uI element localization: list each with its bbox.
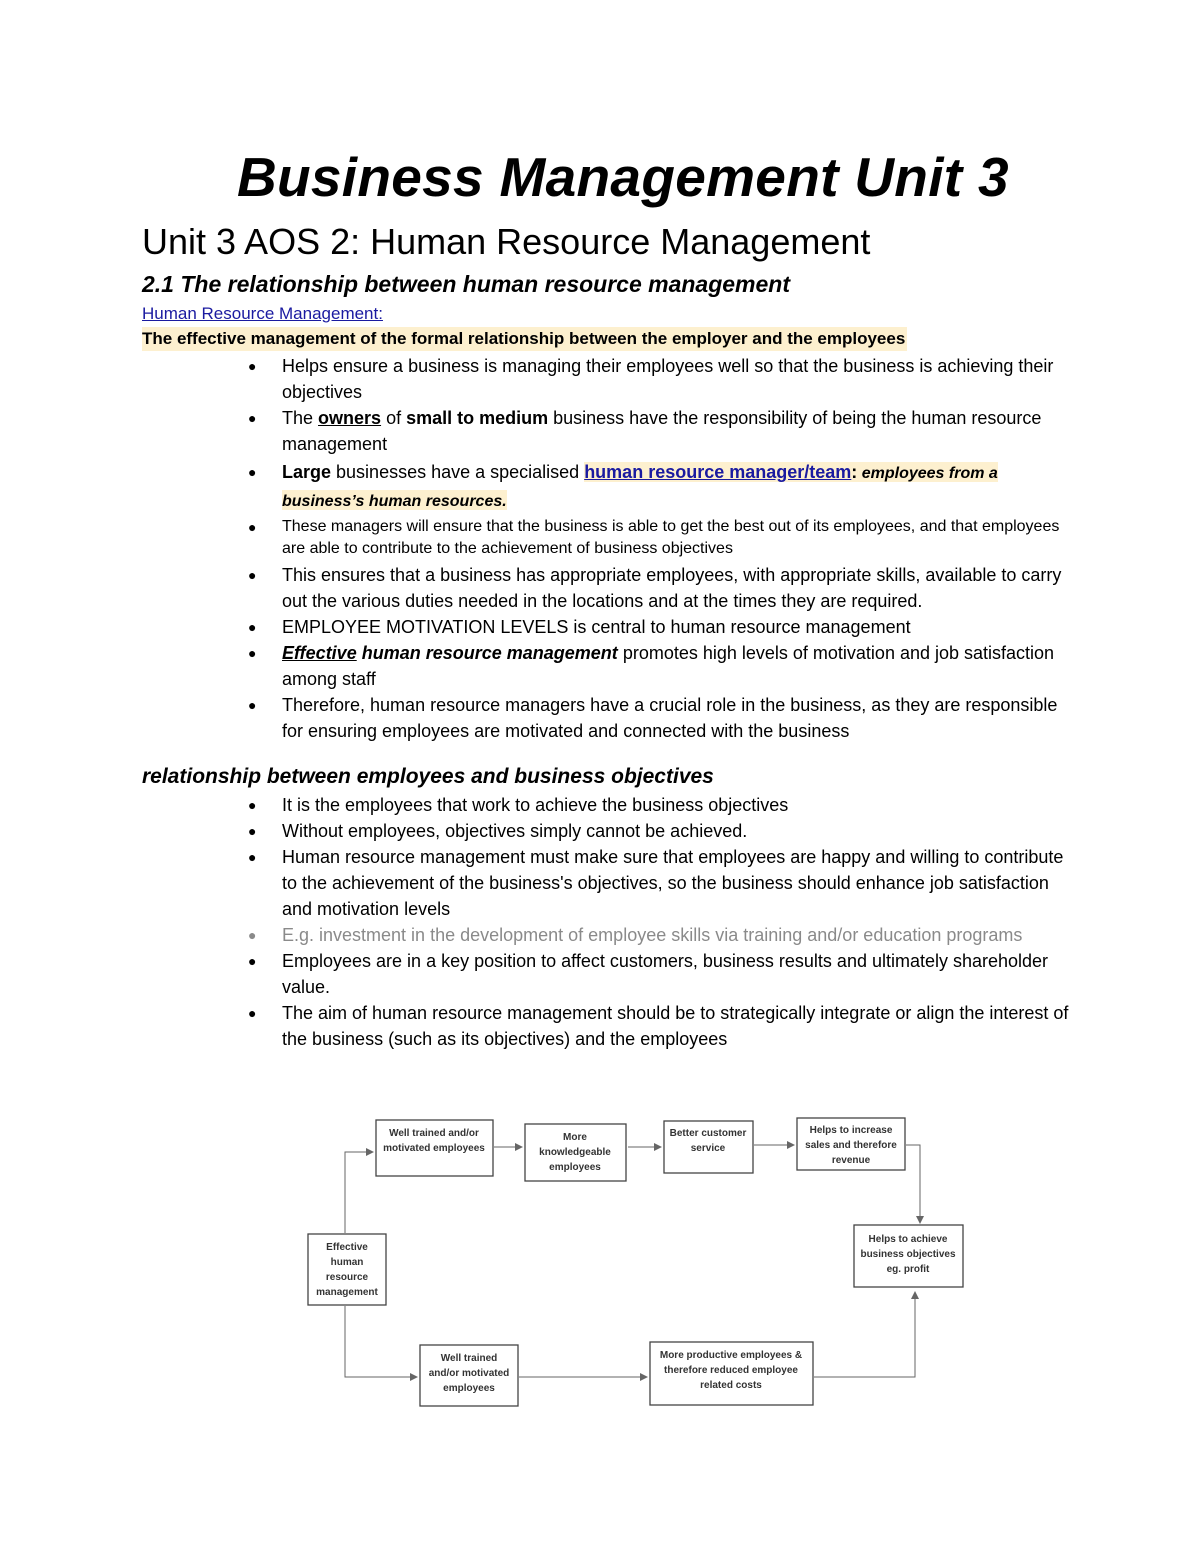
- svg-text:therefore reduced employee: therefore reduced employee: [664, 1365, 798, 1376]
- more-productive-label: More productive employees &: [659, 1350, 803, 1361]
- list-item: ● Helps ensure a business is managing their employees well so that the business is achieving their objectives: [282, 353, 1072, 405]
- list-item: ● Effective human resource management promotes high levels of motivation and job satisfaction among staff: [282, 640, 1072, 692]
- svg-text:and/or motivated: and/or motivated: [428, 1368, 510, 1379]
- list-item: ● Therefore, human resource managers have a crucial role in the business, as they are responsible for ensuring employees are motivated and connected with the business: [282, 692, 1072, 744]
- hrm-flow-diagram: [295, 1105, 985, 1425]
- list-item: ● Without employees, objectives simply cannot be achieved.: [282, 818, 1072, 844]
- svg-text:sales and therefore: sales and therefore: [805, 1140, 897, 1151]
- connector-arrow: [906, 1145, 920, 1223]
- svg-text:human: human: [330, 1257, 364, 1268]
- bullet-icon: ●: [248, 645, 257, 661]
- hr-manager-team-link[interactable]: human resource manager/team: [584, 462, 852, 482]
- svg-text:employees: employees: [549, 1162, 601, 1173]
- bullet-icon: ●: [248, 797, 257, 813]
- svg-text:management: management: [316, 1287, 378, 1298]
- bullet-icon: ●: [248, 519, 257, 535]
- document-title: Business Management Unit 3: [237, 146, 1009, 208]
- better-service-label: Better customer: [669, 1128, 747, 1139]
- list-item: ● Large businesses have a specialised human resource manager/team: employees from a business’s human resources.: [282, 459, 1072, 515]
- list-item: ● EMPLOYEE MOTIVATION LEVELS is central to human resource management: [282, 614, 1072, 640]
- list-item: ● E.g. investment in the development of employee skills via training and/or education programs: [282, 922, 1072, 948]
- list-item: ● These managers will ensure that the business is able to get the best out of its employees, and that employees are able to contribute to the achievement of business objectives: [248, 518, 1060, 557]
- connector-arrow: [345, 1152, 373, 1233]
- connector-arrow: [345, 1306, 417, 1377]
- hrm-bullet-list: [248, 353, 1072, 744]
- bullet-icon: ●: [248, 358, 257, 374]
- section-heading-2-1: 2.1 The relationship between human resource management: [142, 271, 791, 297]
- list-item: ● The aim of human resource management should be to strategically integrate or align the interest of the business (such as its objectives) and the employees: [282, 1000, 1072, 1052]
- svg-text:business objectives: business objectives: [860, 1249, 956, 1260]
- business-size-term: small to medium: [406, 408, 549, 428]
- effective-term: Effective: [282, 643, 357, 663]
- connector-arrow: [814, 1292, 915, 1377]
- list-item: ● This ensures that a business has appropriate employees, with appropriate skills, available to carry out the various duties needed in the locations and at the times they are required.: [282, 562, 1072, 614]
- increase-sales-label: Helps to increase: [809, 1125, 893, 1136]
- more-knowledgeable-label: More: [563, 1132, 587, 1143]
- bullet-icon: ●: [248, 567, 257, 583]
- owners-term: owners: [318, 408, 382, 428]
- svg-text:employees: employees: [443, 1383, 495, 1394]
- svg-text:service: service: [690, 1143, 726, 1154]
- large-term: Large: [282, 462, 332, 482]
- list-item: ● The owners of small to medium business have the responsibility of being the human resource management: [282, 405, 1072, 457]
- svg-text:related costs: related costs: [700, 1380, 762, 1391]
- bullet-icon: ●: [248, 953, 257, 969]
- list-item: ● Human resource management must make sure that employees are happy and willing to contribute to the achievement of the business's objectives, so the business should enhance job satisfaction and motivation levels: [282, 844, 1072, 922]
- well-trained-top-label: Well trained and/or: [389, 1128, 479, 1139]
- svg-text:revenue: revenue: [831, 1155, 871, 1166]
- hrm-definition: The effective management of the formal relationship between the employer and the employees: [142, 327, 907, 351]
- bullet-icon: ●: [248, 410, 257, 426]
- effective-hrm-label: Effective: [326, 1242, 368, 1253]
- hrm-heading-link[interactable]: Human Resource Management:: [142, 304, 383, 323]
- objectives-bullet-list: [248, 792, 1072, 1052]
- bullet-icon: ●: [248, 849, 257, 865]
- svg-text:motivated employees: motivated employees: [383, 1143, 485, 1154]
- list-item: ● Employees are in a key position to affect customers, business results and ultimately shareholder value.: [282, 948, 1072, 1000]
- bullet-icon: ●: [248, 823, 257, 839]
- hr-manager-definition: employees from a business’s human resources.: [282, 465, 998, 510]
- svg-text:resource: resource: [325, 1272, 369, 1283]
- well-trained-bottom-label: Well trained: [440, 1353, 498, 1364]
- bullet-icon: ●: [248, 697, 257, 713]
- bullet-icon: ●: [248, 464, 257, 480]
- bullet-icon: ●: [248, 619, 257, 635]
- bullet-icon: ●: [248, 1005, 257, 1021]
- svg-text:eg. profit: eg. profit: [886, 1264, 930, 1275]
- list-item: ● It is the employees that work to achieve the business objectives: [282, 792, 1072, 818]
- unit-subtitle: Unit 3 AOS 2: Human Resource Management: [142, 221, 871, 262]
- svg-text:knowledgeable: knowledgeable: [539, 1147, 611, 1158]
- bullet-icon: ●: [248, 927, 257, 943]
- achieve-objectives-label: Helps to achieve: [868, 1234, 948, 1245]
- section-heading-relationship: relationship between employees and business objectives: [142, 765, 714, 788]
